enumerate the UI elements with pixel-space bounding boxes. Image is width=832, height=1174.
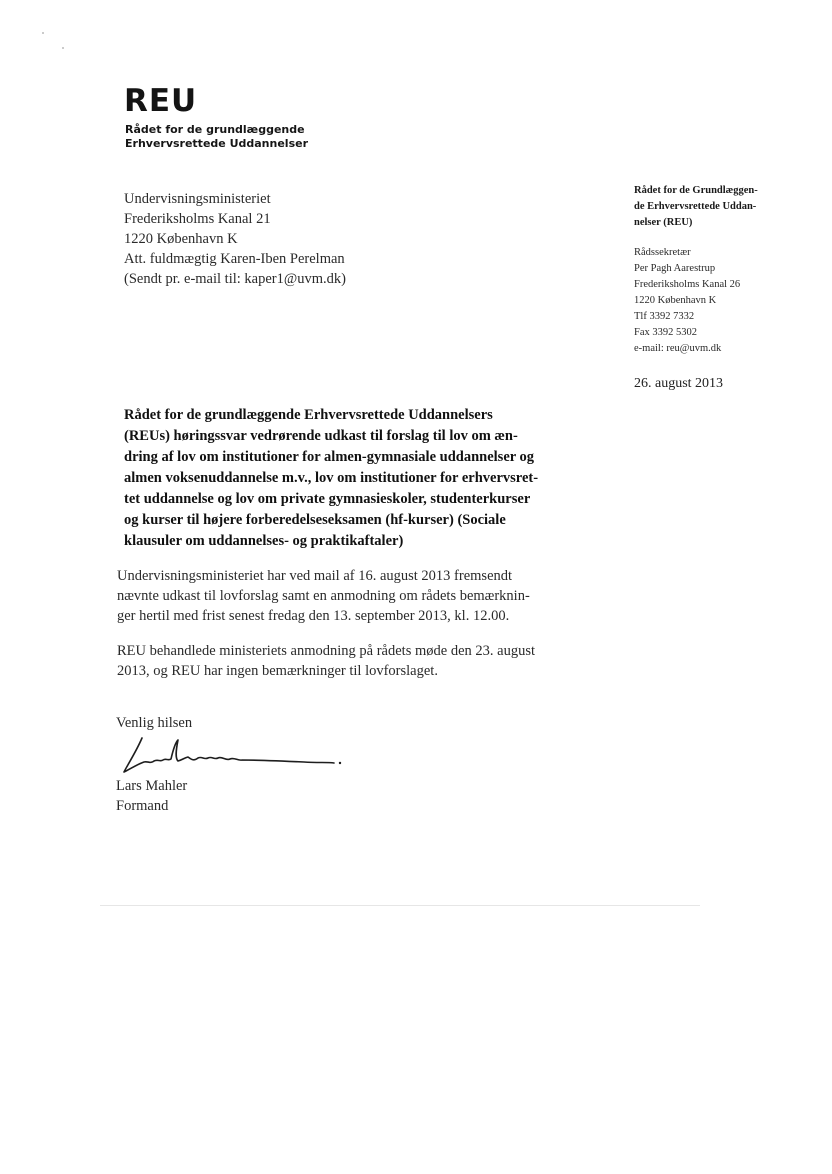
address-line: 1220 København K: [124, 231, 238, 247]
body-paragraph-1: Undervisningsministeriet har ved mail af 16. august 2013 fremsendt nævnte udkast til lovforslag samt en anmodning om rådets bemærknin- ger hertil med frist senest fredag den 13. september 2013, kl. 12.00.: [117, 568, 530, 624]
letter-subject: Rådet for de grundlæggende Erhvervsrettede Uddannelsers (REUs) høringssvar vedrørende udkast til forslag til lov om æn- dring af lov om institutioner for almen-gymnasiale uddannelser og almen voksenuddannelse m.v., lov om institutioner for erhvervsret- tet uddannelse og lov om private gymnasieskoler, studenterkurser og kurser til højere forberedelseseksamen (hf-kurser) (Sociale klausuler om uddannelses- og praktikaftaler): [124, 407, 539, 549]
address-line: Att. fuldmægtig Karen-Iben Perelman: [124, 251, 345, 267]
signer-block: [116, 776, 187, 816]
signer-title: Formand: [116, 798, 169, 814]
closing-greeting: Venlig hilsen: [116, 715, 193, 731]
letterhead-logo: REU: [124, 83, 198, 119]
recipient-address: [124, 189, 346, 289]
address-line: Undervisningsministeriet: [124, 191, 271, 207]
scan-artifact-line: [100, 905, 700, 906]
body-paragraph-2: REU behandlede ministeriets anmodning på rådets møde den 23. august 2013, og REU har ingen bemærkninger til lovforslaget.: [117, 643, 535, 679]
letter-date: 26. august 2013: [634, 376, 724, 391]
scan-speck: [62, 47, 64, 49]
address-line: (Sendt pr. e-mail til: kaper1@uvm.dk): [124, 271, 346, 287]
signer-name: Lars Mahler: [116, 778, 188, 794]
sender-name: Rådet for de Grundlæggen- de Erhvervsrettede Uddan- nelser (REU): [634, 185, 758, 228]
scan-speck: [42, 32, 44, 34]
address-line: Frederiksholms Kanal 21: [124, 211, 271, 227]
sender-contact: Rådssekretær Per Pagh Aarestrup Frederiksholms Kanal 26 1220 København K Tlf 3392 7332 Fax 3392 5302 e-mail: reu@uvm.dk: [634, 247, 741, 354]
sender-info: [634, 183, 804, 392]
letterhead-subtitle: Rådet for de grundlæggende Erhvervsrettede Uddannelser: [125, 123, 308, 150]
signature-image: [108, 730, 348, 780]
